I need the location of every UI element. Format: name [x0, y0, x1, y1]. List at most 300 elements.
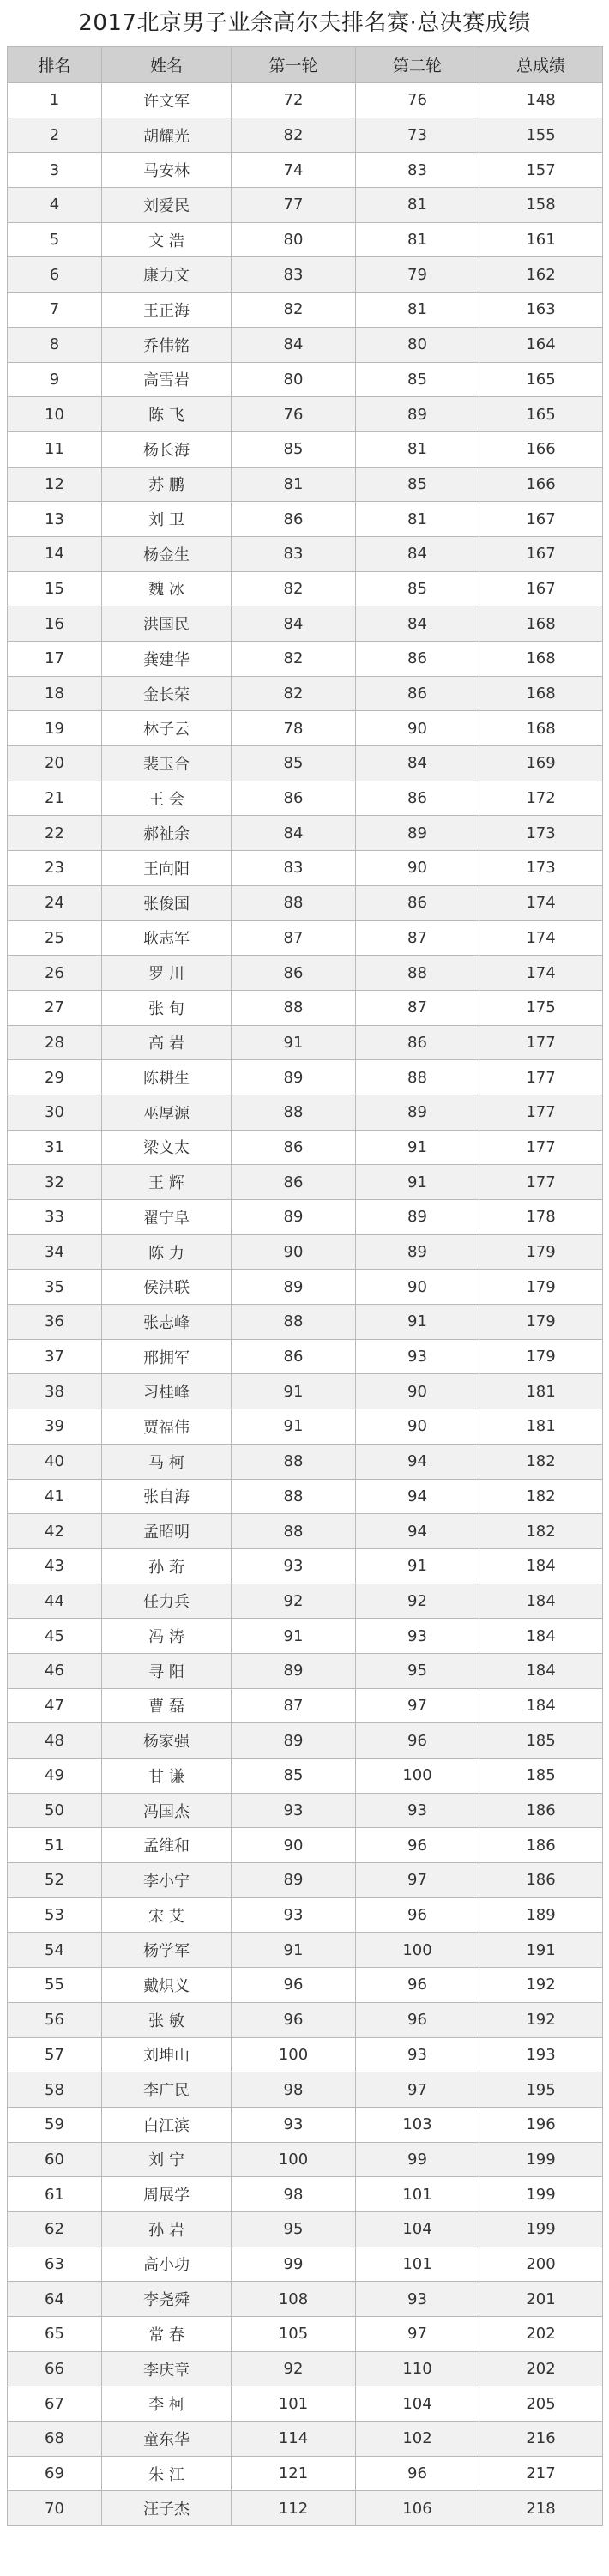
round-1-cell: 89 — [232, 1653, 356, 1688]
table-row — [8, 2247, 603, 2282]
table-row — [8, 571, 603, 606]
round-2-cell: 90 — [356, 1270, 479, 1305]
table-row — [8, 222, 603, 257]
rank-cell: 53 — [8, 1897, 102, 1933]
table-row — [8, 2317, 603, 2352]
total-cell: 155 — [479, 118, 603, 153]
round-1-cell: 90 — [232, 1828, 356, 1863]
round-2-cell: 93 — [356, 2282, 479, 2317]
table-row — [8, 1723, 603, 1759]
round-2-cell: 91 — [356, 1548, 479, 1584]
round-1-cell: 98 — [232, 2072, 356, 2108]
table-row — [8, 642, 603, 677]
rank-cell: 11 — [8, 431, 102, 467]
table-row — [8, 1025, 603, 1060]
name-cell: 刘 宁 — [102, 2142, 232, 2177]
round-1-cell: 85 — [232, 431, 356, 467]
total-cell: 182 — [479, 1444, 603, 1479]
rank-cell: 32 — [8, 1165, 102, 1200]
rank-cell: 55 — [8, 1968, 102, 2003]
table-row — [8, 1409, 603, 1445]
rank-cell: 56 — [8, 2002, 102, 2037]
table-row — [8, 1200, 603, 1235]
rank-cell: 47 — [8, 1688, 102, 1723]
round-1-cell: 72 — [232, 83, 356, 118]
rank-cell: 3 — [8, 153, 102, 188]
name-cell: 贾福伟 — [102, 1409, 232, 1445]
round-1-cell: 82 — [232, 118, 356, 153]
total-cell: 168 — [479, 676, 603, 711]
name-cell: 林子云 — [102, 711, 232, 746]
table-row — [8, 83, 603, 118]
round-1-cell: 85 — [232, 1759, 356, 1794]
name-cell: 王 辉 — [102, 1165, 232, 1200]
name-cell: 刘坤山 — [102, 2037, 232, 2072]
rank-cell: 69 — [8, 2456, 102, 2491]
name-cell: 寻 阳 — [102, 1653, 232, 1688]
round-1-cell: 80 — [232, 222, 356, 257]
round-2-cell: 90 — [356, 1374, 479, 1409]
total-cell: 191 — [479, 1933, 603, 1968]
round-1-cell: 83 — [232, 257, 356, 293]
total-cell: 181 — [479, 1374, 603, 1409]
rank-cell: 35 — [8, 1270, 102, 1305]
round-1-cell: 89 — [232, 1270, 356, 1305]
total-cell: 179 — [479, 1234, 603, 1270]
round-2-cell: 101 — [356, 2247, 479, 2282]
table-row — [8, 956, 603, 991]
round-2-cell: 96 — [356, 1968, 479, 2003]
round-1-cell: 101 — [232, 2386, 356, 2422]
table-row — [8, 2072, 603, 2108]
name-cell: 苏 鹏 — [102, 467, 232, 502]
table-row — [8, 2211, 603, 2247]
total-cell: 167 — [479, 536, 603, 571]
round-2-cell: 99 — [356, 2142, 479, 2177]
total-cell: 168 — [479, 642, 603, 677]
table-row — [8, 2282, 603, 2317]
rank-cell: 22 — [8, 816, 102, 851]
name-cell: 洪国民 — [102, 606, 232, 642]
rank-cell: 7 — [8, 293, 102, 328]
round-1-cell: 86 — [232, 1165, 356, 1200]
total-cell: 195 — [479, 2072, 603, 2108]
total-cell: 185 — [479, 1759, 603, 1794]
name-cell: 郝祉余 — [102, 816, 232, 851]
round-2-cell: 96 — [356, 1828, 479, 1863]
name-cell: 王正海 — [102, 293, 232, 328]
rank-cell: 50 — [8, 1793, 102, 1828]
table-row — [8, 1759, 603, 1794]
rank-cell: 38 — [8, 1374, 102, 1409]
round-2-cell: 79 — [356, 257, 479, 293]
rank-cell: 62 — [8, 2211, 102, 2247]
round-2-cell: 84 — [356, 606, 479, 642]
name-cell: 罗 川 — [102, 956, 232, 991]
total-cell: 174 — [479, 956, 603, 991]
total-cell: 199 — [479, 2211, 603, 2247]
name-cell: 曹 磊 — [102, 1688, 232, 1723]
name-cell: 王 会 — [102, 781, 232, 816]
rank-cell: 28 — [8, 1025, 102, 1060]
total-cell: 174 — [479, 885, 603, 920]
total-cell: 182 — [479, 1479, 603, 1514]
round-2-cell: 93 — [356, 1793, 479, 1828]
rank-cell: 39 — [8, 1409, 102, 1445]
total-cell: 179 — [479, 1339, 603, 1374]
table-row — [8, 920, 603, 956]
table-row — [8, 1653, 603, 1688]
name-cell: 张志峰 — [102, 1305, 232, 1340]
rank-cell: 5 — [8, 222, 102, 257]
round-2-cell: 100 — [356, 1759, 479, 1794]
rank-cell: 58 — [8, 2072, 102, 2108]
page-title: 2017北京男子业余高尔夫排名赛·总决赛成绩 — [78, 10, 531, 36]
round-1-cell: 91 — [232, 1619, 356, 1654]
round-1-cell: 86 — [232, 1339, 356, 1374]
table-row — [8, 2386, 603, 2422]
rank-cell: 63 — [8, 2247, 102, 2282]
round-2-cell: 87 — [356, 990, 479, 1025]
header-round-2: 第二轮 — [356, 47, 479, 83]
round-2-cell: 104 — [356, 2211, 479, 2247]
name-cell: 朱 江 — [102, 2456, 232, 2491]
rank-cell: 24 — [8, 885, 102, 920]
round-1-cell: 83 — [232, 851, 356, 886]
table-row — [8, 2177, 603, 2212]
round-1-cell: 77 — [232, 188, 356, 223]
round-1-cell: 88 — [232, 885, 356, 920]
table-row — [8, 990, 603, 1025]
round-2-cell: 91 — [356, 1165, 479, 1200]
total-cell: 148 — [479, 83, 603, 118]
total-cell: 167 — [479, 502, 603, 537]
round-2-cell: 86 — [356, 1025, 479, 1060]
rank-cell: 30 — [8, 1095, 102, 1130]
total-cell: 216 — [479, 2422, 603, 2457]
rank-cell: 29 — [8, 1060, 102, 1095]
header-round-1: 第一轮 — [232, 47, 356, 83]
table-row — [8, 1897, 603, 1933]
round-2-cell: 101 — [356, 2177, 479, 2212]
total-cell: 177 — [479, 1165, 603, 1200]
round-2-cell: 97 — [356, 2072, 479, 2108]
total-cell: 186 — [479, 1793, 603, 1828]
rank-cell: 19 — [8, 711, 102, 746]
rank-cell: 36 — [8, 1305, 102, 1340]
rank-cell: 27 — [8, 990, 102, 1025]
header-rank: 排名 — [8, 47, 102, 83]
table-row — [8, 1584, 603, 1619]
round-1-cell: 86 — [232, 781, 356, 816]
name-cell: 裴玉合 — [102, 746, 232, 781]
round-2-cell: 89 — [356, 816, 479, 851]
round-1-cell: 88 — [232, 1444, 356, 1479]
rank-cell: 48 — [8, 1723, 102, 1759]
rank-cell: 41 — [8, 1479, 102, 1514]
total-cell: 174 — [479, 920, 603, 956]
rank-cell: 57 — [8, 2037, 102, 2072]
round-1-cell: 85 — [232, 746, 356, 781]
name-cell: 杨家强 — [102, 1723, 232, 1759]
table-row — [8, 431, 603, 467]
round-1-cell: 83 — [232, 536, 356, 571]
round-1-cell: 96 — [232, 2002, 356, 2037]
total-cell: 165 — [479, 397, 603, 432]
rank-cell: 52 — [8, 1863, 102, 1898]
round-1-cell: 91 — [232, 1933, 356, 1968]
round-1-cell: 88 — [232, 990, 356, 1025]
round-2-cell: 73 — [356, 118, 479, 153]
rank-cell: 64 — [8, 2282, 102, 2317]
round-2-cell: 86 — [356, 642, 479, 677]
name-cell: 马安林 — [102, 153, 232, 188]
rank-cell: 44 — [8, 1584, 102, 1619]
name-cell: 邢拥军 — [102, 1339, 232, 1374]
table-row — [8, 467, 603, 502]
round-2-cell: 94 — [356, 1444, 479, 1479]
round-1-cell: 82 — [232, 571, 356, 606]
name-cell: 耿志军 — [102, 920, 232, 956]
table-header — [8, 47, 603, 83]
name-cell: 许文军 — [102, 83, 232, 118]
name-cell: 陈耕生 — [102, 1060, 232, 1095]
table-row — [8, 1305, 603, 1340]
rank-cell: 46 — [8, 1653, 102, 1688]
round-1-cell: 78 — [232, 711, 356, 746]
name-cell: 李庆章 — [102, 2351, 232, 2386]
name-cell: 翟宁阜 — [102, 1200, 232, 1235]
table-row — [8, 1514, 603, 1549]
round-1-cell: 100 — [232, 2037, 356, 2072]
table-row — [8, 153, 603, 188]
name-cell: 孙 珩 — [102, 1548, 232, 1584]
name-cell: 孙 岩 — [102, 2211, 232, 2247]
table-row — [8, 2037, 603, 2072]
rank-cell: 40 — [8, 1444, 102, 1479]
rank-cell: 49 — [8, 1759, 102, 1794]
rank-cell: 68 — [8, 2422, 102, 2457]
name-cell: 金长荣 — [102, 676, 232, 711]
round-1-cell: 89 — [232, 1723, 356, 1759]
round-2-cell: 93 — [356, 1619, 479, 1654]
name-cell: 王向阳 — [102, 851, 232, 886]
name-cell: 陈 力 — [102, 1234, 232, 1270]
rank-cell: 14 — [8, 536, 102, 571]
round-2-cell: 95 — [356, 1653, 479, 1688]
name-cell: 巫厚源 — [102, 1095, 232, 1130]
rank-cell: 67 — [8, 2386, 102, 2422]
total-cell: 162 — [479, 257, 603, 293]
round-1-cell: 89 — [232, 1200, 356, 1235]
name-cell: 张 敏 — [102, 2002, 232, 2037]
round-1-cell: 87 — [232, 1688, 356, 1723]
total-cell: 185 — [479, 1723, 603, 1759]
name-cell: 杨长海 — [102, 431, 232, 467]
round-2-cell: 97 — [356, 1688, 479, 1723]
round-2-cell: 92 — [356, 1584, 479, 1619]
table-row — [8, 746, 603, 781]
total-cell: 168 — [479, 606, 603, 642]
rank-cell: 33 — [8, 1200, 102, 1235]
round-2-cell: 85 — [356, 467, 479, 502]
table-row — [8, 1165, 603, 1200]
rank-cell: 6 — [8, 257, 102, 293]
round-2-cell: 102 — [356, 2422, 479, 2457]
total-cell: 193 — [479, 2037, 603, 2072]
rank-cell: 37 — [8, 1339, 102, 1374]
total-cell: 169 — [479, 746, 603, 781]
table-row — [8, 1828, 603, 1863]
round-1-cell: 91 — [232, 1409, 356, 1445]
table-row — [8, 711, 603, 746]
table-row — [8, 2422, 603, 2457]
round-1-cell: 86 — [232, 1130, 356, 1165]
table-row — [8, 1933, 603, 1968]
rank-cell: 2 — [8, 118, 102, 153]
table-row — [8, 1688, 603, 1723]
rank-cell: 65 — [8, 2317, 102, 2352]
rank-cell: 23 — [8, 851, 102, 886]
rank-cell: 12 — [8, 467, 102, 502]
name-cell: 白江滨 — [102, 2107, 232, 2142]
round-2-cell: 85 — [356, 362, 479, 397]
rank-cell: 61 — [8, 2177, 102, 2212]
rank-cell: 20 — [8, 746, 102, 781]
round-2-cell: 89 — [356, 1095, 479, 1130]
round-2-cell: 80 — [356, 327, 479, 362]
round-1-cell: 88 — [232, 1305, 356, 1340]
name-cell: 常 春 — [102, 2317, 232, 2352]
rank-cell: 34 — [8, 1234, 102, 1270]
name-cell: 孟昭明 — [102, 1514, 232, 1549]
rank-cell: 60 — [8, 2142, 102, 2177]
total-cell: 205 — [479, 2386, 603, 2422]
rank-cell: 18 — [8, 676, 102, 711]
round-1-cell: 90 — [232, 1234, 356, 1270]
round-2-cell: 94 — [356, 1479, 479, 1514]
round-1-cell: 76 — [232, 397, 356, 432]
table-row — [8, 816, 603, 851]
name-cell: 习桂峰 — [102, 1374, 232, 1409]
round-2-cell: 90 — [356, 1409, 479, 1445]
name-cell: 冯国杰 — [102, 1793, 232, 1828]
rank-cell: 70 — [8, 2491, 102, 2526]
round-2-cell: 88 — [356, 1060, 479, 1095]
name-cell: 张自海 — [102, 1479, 232, 1514]
table-row — [8, 327, 603, 362]
round-2-cell: 81 — [356, 293, 479, 328]
rank-cell: 59 — [8, 2107, 102, 2142]
round-1-cell: 89 — [232, 1863, 356, 1898]
round-1-cell: 121 — [232, 2456, 356, 2491]
name-cell: 李小宁 — [102, 1863, 232, 1898]
name-cell: 刘爱民 — [102, 188, 232, 223]
total-cell: 166 — [479, 431, 603, 467]
total-cell: 184 — [479, 1584, 603, 1619]
round-1-cell: 88 — [232, 1514, 356, 1549]
total-cell: 192 — [479, 1968, 603, 2003]
name-cell: 胡耀光 — [102, 118, 232, 153]
name-cell: 汪子杰 — [102, 2491, 232, 2526]
name-cell: 高雪岩 — [102, 362, 232, 397]
rank-cell: 51 — [8, 1828, 102, 1863]
round-2-cell: 89 — [356, 1200, 479, 1235]
table-row — [8, 2002, 603, 2037]
name-cell: 戴炽义 — [102, 1968, 232, 2003]
name-cell: 任力兵 — [102, 1584, 232, 1619]
rank-cell: 66 — [8, 2351, 102, 2386]
rank-cell: 43 — [8, 1548, 102, 1584]
round-1-cell: 89 — [232, 1060, 356, 1095]
rank-cell: 21 — [8, 781, 102, 816]
total-cell: 161 — [479, 222, 603, 257]
name-cell: 刘 卫 — [102, 502, 232, 537]
round-1-cell: 86 — [232, 956, 356, 991]
total-cell: 177 — [479, 1025, 603, 1060]
name-cell: 乔伟铭 — [102, 327, 232, 362]
round-1-cell: 82 — [232, 293, 356, 328]
name-cell: 高小功 — [102, 2247, 232, 2282]
total-cell: 181 — [479, 1409, 603, 1445]
rank-cell: 8 — [8, 327, 102, 362]
total-cell: 157 — [479, 153, 603, 188]
round-1-cell: 99 — [232, 2247, 356, 2282]
name-cell: 梁文太 — [102, 1130, 232, 1165]
total-cell: 168 — [479, 711, 603, 746]
name-cell: 张 旬 — [102, 990, 232, 1025]
table-row — [8, 606, 603, 642]
total-cell: 186 — [479, 1828, 603, 1863]
round-1-cell: 95 — [232, 2211, 356, 2247]
round-2-cell: 86 — [356, 676, 479, 711]
round-1-cell: 108 — [232, 2282, 356, 2317]
rank-cell: 13 — [8, 502, 102, 537]
total-cell: 186 — [479, 1863, 603, 1898]
round-2-cell: 96 — [356, 1897, 479, 1933]
table-row — [8, 397, 603, 432]
table-row — [8, 118, 603, 153]
name-cell: 甘 谦 — [102, 1759, 232, 1794]
total-cell: 177 — [479, 1060, 603, 1095]
table-row — [8, 851, 603, 886]
round-1-cell: 92 — [232, 1584, 356, 1619]
table-row — [8, 1234, 603, 1270]
round-2-cell: 96 — [356, 1723, 479, 1759]
name-cell: 陈 飞 — [102, 397, 232, 432]
round-2-cell: 86 — [356, 885, 479, 920]
round-2-cell: 81 — [356, 222, 479, 257]
round-1-cell: 87 — [232, 920, 356, 956]
round-1-cell: 74 — [232, 153, 356, 188]
rank-cell: 25 — [8, 920, 102, 956]
rank-cell: 45 — [8, 1619, 102, 1654]
name-cell: 李尧舜 — [102, 2282, 232, 2317]
total-cell: 166 — [479, 467, 603, 502]
table-row — [8, 293, 603, 328]
total-cell: 199 — [479, 2177, 603, 2212]
table-row — [8, 2456, 603, 2491]
name-cell: 冯 涛 — [102, 1619, 232, 1654]
round-1-cell: 82 — [232, 642, 356, 677]
name-cell: 周展学 — [102, 2177, 232, 2212]
rank-cell: 15 — [8, 571, 102, 606]
round-1-cell: 81 — [232, 467, 356, 502]
table-row — [8, 2351, 603, 2386]
total-cell: 184 — [479, 1653, 603, 1688]
table-row — [8, 1060, 603, 1095]
table-row — [8, 1619, 603, 1654]
